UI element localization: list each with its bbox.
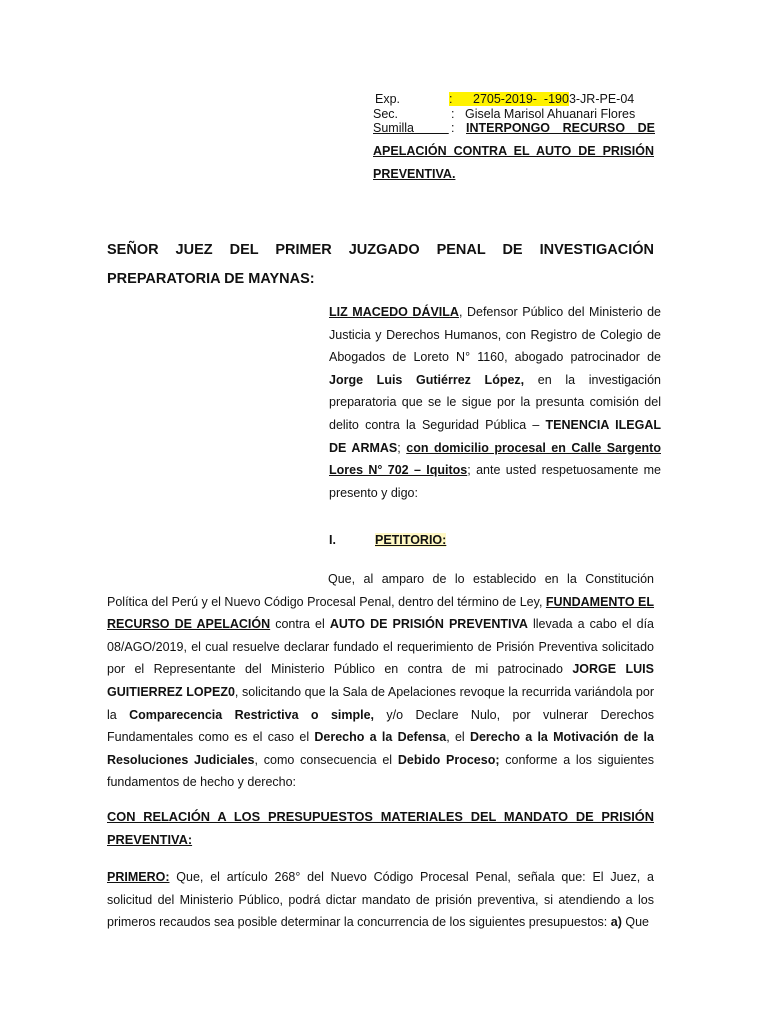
intro-paragraph [329,301,661,504]
sumilla-colon: : [451,121,455,135]
section-title: PETITORIO: [375,533,447,547]
exp-value-rest: 3-JR-PE-04 [568,92,635,106]
petitorio-text-3: llevada a cabo el día 08/AGO/2019, el cual resuelve declarar fundado el requerimiento de Prisión Preventiva solicitado por el Representante del Ministerio Público en contra de mi patrocinado [107,617,655,677]
petitorio-bold-4: Comparecencia Restrictiva o simple, [129,707,375,722]
sumilla-label [373,121,449,135]
section-number: I. [329,533,336,547]
sumilla-text: APELACIÓN CONTRA EL AUTO DE PRISIÓN PREVENTIVA. [373,144,654,181]
petitorio-text-7: , como consecuencia el [254,752,398,767]
petitorio-text-8: conforme a los siguientes fundamentos de hecho y derecho: [107,752,654,790]
primero-text-1: Que, el artículo 268° del Nuevo Código Procesal Penal, señala que: El Juez, a solicitud del Ministerio Público, podrá dictar mandato de prisión preventiva, si atendiendo a los primeros recaudos sea posible determinar la concurrencia de los siguientes presupuestos: [107,870,654,930]
addressee [107,236,654,294]
sec-colon: : [451,107,455,121]
exp-value-highlight-1: 2705-2019- [473,92,537,106]
exp-value-gap [537,92,544,106]
petitorio-bold-5: Derecho a la Defensa [314,730,447,745]
petitorio-bold-6: Derecho a la Motivación de la Resoluciones Judiciales [107,730,654,767]
exp-value [473,92,634,106]
petitorio-text-2: contra el [270,617,330,632]
intro-text-2: en la investigación preparatoria que se le sigue por la presunta comisión del delito contra la Seguridad Pública – [329,372,661,432]
intro-text-4: ; ante usted respetuosamente me presento y digo: [329,463,661,500]
addressee-line2: PREPARATORIA DE MAYNAS: [107,271,315,287]
petitorio-bold-2: AUTO DE PRISIÓN PREVENTIVA [329,617,528,632]
sumilla-row [373,121,655,137]
primero-text-2: Que [621,915,649,930]
petitorio-text-4: , solicitando que la Sala de Apelaciones revoque la recurrida variándola por la [107,684,654,722]
exp-colon: : [449,92,474,106]
defender-name: LIZ MACEDO DÁVILA [329,305,459,319]
petitorio-paragraph [107,568,654,794]
client-name: Jorge Luis Gutiérrez López, [329,372,525,387]
petitorio-bold-1: FUNDAMENTO EL RECURSO DE APELACIÓN [107,594,655,632]
intro-text-3: ; [397,440,407,455]
petitorio-text-5: y/o Declare Nulo, por vulnerar Derechos Fundamentales como es el caso el [107,707,654,745]
crime-name: TENENCIA ILEGAL DE ARMAS [329,417,661,455]
primero-label: PRIMERO: [107,870,170,884]
procedural-domicile: con domicilio procesal en Calle Sargento Lores N° 702 – Iquitos [329,440,661,478]
addressee-line1: SEÑOR JUEZ DEL PRIMER JUZGADO PENAL DE INVESTIGACIÓN [107,242,654,258]
exp-label: Exp. [375,92,401,106]
petitorio-bold-7: Debido Proceso; [397,752,500,767]
primero-bold-1: a) [610,915,622,930]
primero-paragraph [107,866,654,934]
sec-label: Sec. [373,107,399,121]
exp-value-highlight-2: -190 [543,92,569,106]
sec-value: Gisela Marisol Ahuanari Flores [465,107,636,121]
sumilla-line1: INTERPONGO RECURSO DE [466,121,655,135]
petitorio-text-1: Que, al amparo de lo establecido en la Constitución Política del Perú y el Nuevo Código Procesal Penal, dentro del término de Ley, [107,572,654,609]
petitorio-bold-3: JORGE LUIS GUITIERREZ LOPEZ0 [107,662,654,699]
exp-row [375,92,665,108]
material-requirements-heading: CON RELACIÓN A LOS PRESUPUESTOS MATERIALES DEL MANDATO DE PRISIÓN PREVENTIVA: [107,809,654,847]
sumilla-label-text: Sumilla [373,121,414,135]
section-petitorio-heading [329,533,446,547]
petitorio-text-6: , el [446,730,470,745]
intro-text-1: , Defensor Público del Ministerio de Justicia y Derechos Humanos, con Registro de Colegio de Abogados de Loreto N° 1160, abogado patrocinador de [329,305,662,365]
